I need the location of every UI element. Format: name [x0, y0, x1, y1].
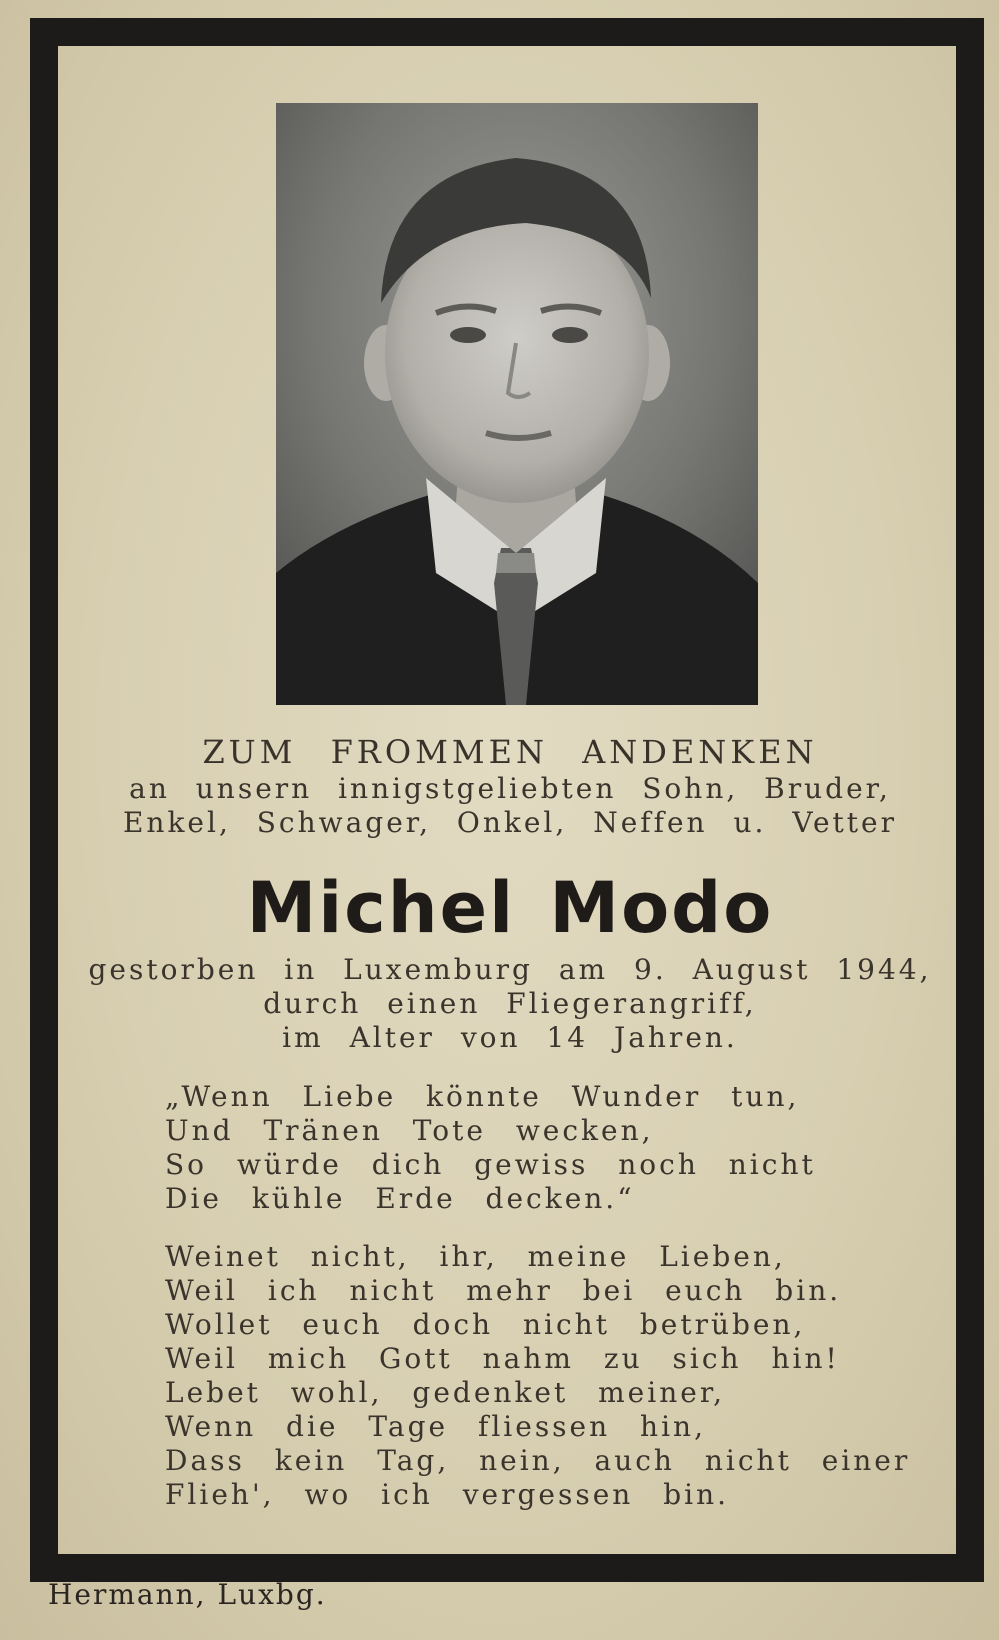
death-details [70, 953, 950, 1055]
poem-line: Weinet nicht, ihr, meine Lieben, [165, 1240, 786, 1273]
portrait-photo [276, 103, 758, 705]
poem-line: Die kühle Erde decken.“ [165, 1182, 635, 1215]
poem-line: So würde dich gewiss noch nicht [165, 1148, 816, 1181]
heading: ZUM FROMMEN ANDENKEN [202, 733, 818, 771]
poem-line: „Wenn Liebe könnte Wunder tun, [165, 1080, 800, 1113]
deceased-name: Michel Modo [246, 867, 774, 949]
poem-line: Lebet wohl, gedenket meiner, [165, 1376, 726, 1409]
dedication-line: Enkel, Schwager, Onkel, Neffen u. Vetter [122, 806, 898, 839]
poem-line: Dass kein Tag, nein, auch nicht einer [165, 1444, 911, 1477]
printer-credit: Hermann, Luxbg. [48, 1578, 327, 1611]
poem-stanza-2 [165, 1240, 911, 1512]
details-line: durch einen Fliegerangriff, [263, 987, 757, 1020]
poem-line: Und Tränen Tote wecken, [165, 1114, 654, 1147]
poem-line: Flieh', wo ich vergessen bin. [165, 1478, 730, 1511]
poem-line: Wenn die Tage fliessen hin, [165, 1410, 706, 1443]
details-line: im Alter von 14 Jahren. [282, 1021, 738, 1054]
dedication-line: an unsern innigstgeliebten Sohn, Bruder, [129, 772, 891, 805]
poem-line: Weil ich nicht mehr bei euch bin. [165, 1274, 842, 1307]
poem-line: Wollet euch doch nicht betrüben, [165, 1308, 806, 1341]
details-line: gestorben in Luxemburg am 9. August 1944, [88, 953, 932, 986]
poem-line: Weil mich Gott nahm zu sich hin! [165, 1342, 840, 1375]
dedication [70, 772, 950, 840]
poem-stanza-1 [165, 1080, 865, 1216]
